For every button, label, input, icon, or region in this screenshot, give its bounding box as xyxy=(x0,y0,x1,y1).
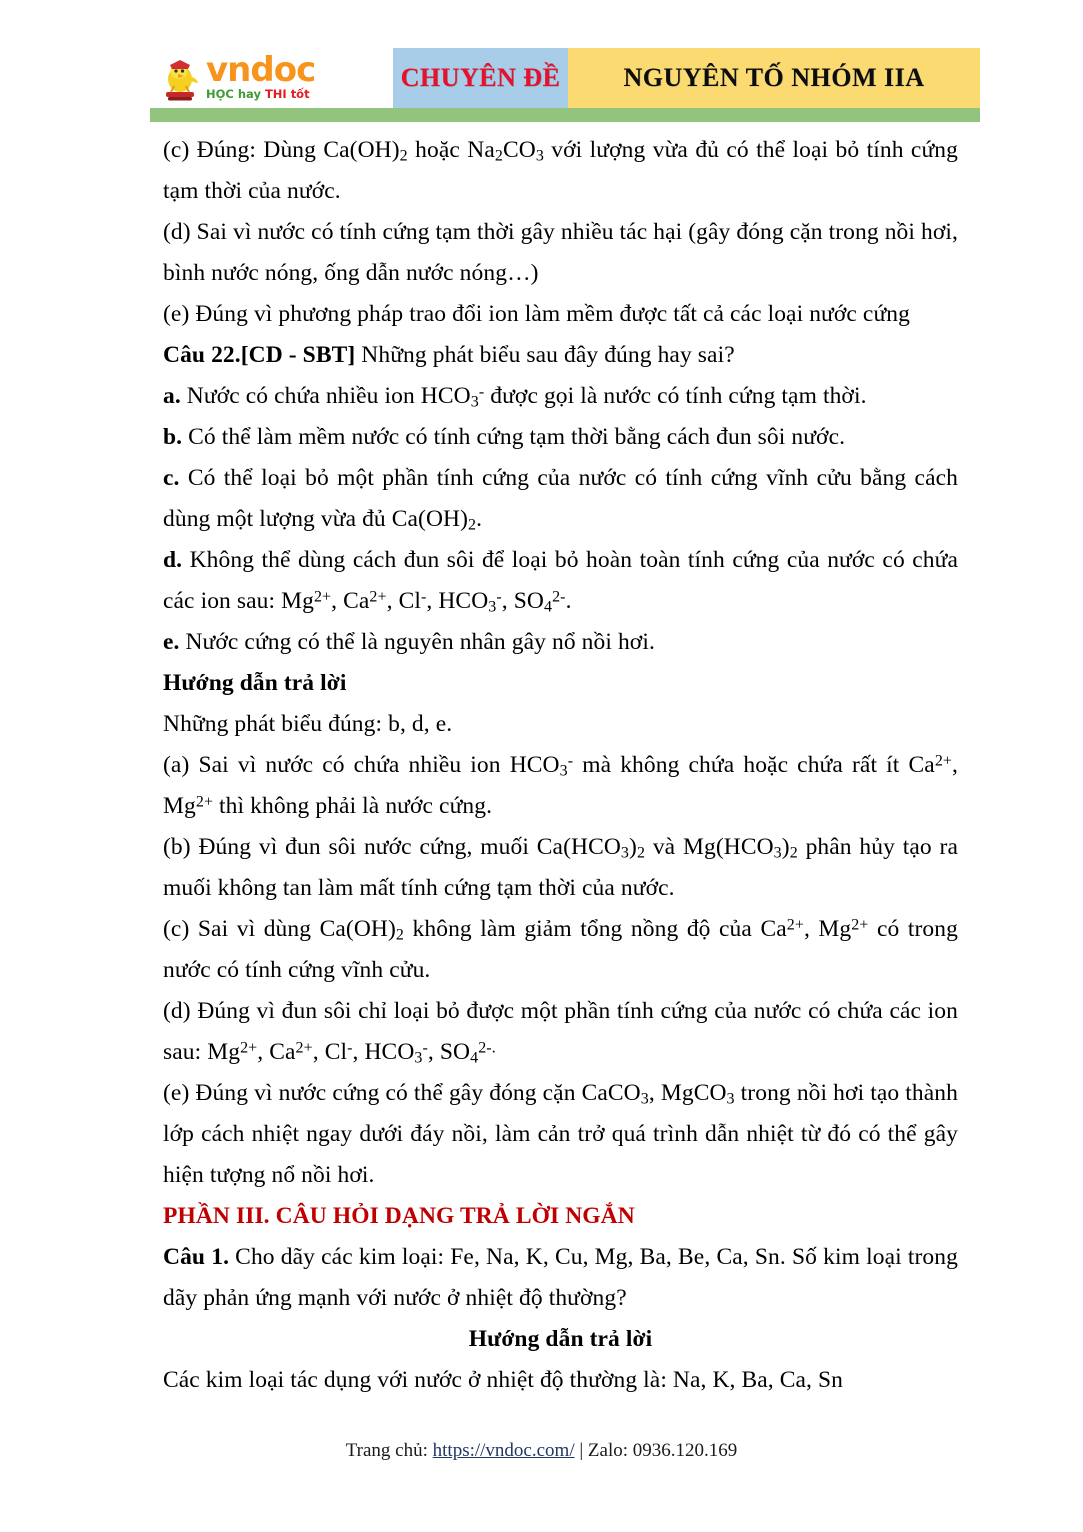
sup: - xyxy=(496,588,502,606)
sub: 3 xyxy=(773,844,782,862)
statement-e-label: e. xyxy=(163,629,180,655)
sup: 2+ xyxy=(934,752,953,770)
banner-chuyen-de-label: CHUYÊN ĐỀ xyxy=(400,63,561,92)
sub: 3 xyxy=(640,1090,649,1108)
statement-d-label: d. xyxy=(163,547,183,573)
sub: 3 xyxy=(726,1090,735,1108)
sup: - xyxy=(420,588,427,606)
huong-dan-tra-loi-heading-2: Hướng dẫn trả lời xyxy=(468,1326,653,1352)
document-content xyxy=(163,130,958,1401)
sup: 2+ xyxy=(786,916,804,934)
statement-a: a. Nước có chứa nhiều ion $HCO_3^-$ được gọi là nước có tính cứng tạm thời. xyxy=(163,383,867,411)
sup: 2+ xyxy=(313,588,332,606)
question-cau-22 xyxy=(163,335,958,376)
chick-mascot-icon xyxy=(158,56,202,102)
footer-url-link[interactable]: https://vndoc.com/ xyxy=(432,1440,575,1461)
page-header xyxy=(150,48,980,124)
sup: 2+ xyxy=(851,916,869,934)
logo-text xyxy=(206,50,316,102)
explanation-a: (a) Sai vì nước có chứa nhiều ion $HCO_3^-$ mà không chứa hoặc chứa rất ít $Ca^{2+}$, $Mg^{2+}$ thì không phải là nước cứng. xyxy=(163,752,958,819)
sub: 2 xyxy=(395,926,405,944)
banner-topic-label: NGUYÊN TỐ NHÓM IIA xyxy=(623,63,925,92)
sup: - xyxy=(567,752,574,770)
sub: 3 xyxy=(414,1049,423,1067)
section-heading-phan-iii: PHẦN III. CÂU HỎI DẠNG TRẢ LỜI NGẮN xyxy=(163,1203,635,1229)
vndoc-logo xyxy=(150,48,393,108)
sub: 4 xyxy=(470,1049,479,1067)
explanation-e: (e) Đúng vì nước cứng có thể gây đóng cặn CaCO$_3$, MgCO$_3$ trong nồi hơi tạo thành lớp cách nhiệt ngay dưới đáy nồi, làm cản trở quá trình dẫn nhiệt từ đó có thể gây hiện tượng nổ nồi hơi. xyxy=(163,1080,958,1188)
question-cau-22-label: Câu 22.[CD - SBT] xyxy=(163,342,356,368)
question-cau-1-text: Cho dãy các kim loại: Fe, Na, K, Cu, Mg, Ba, Be, Ca, Sn. Số kim loại trong dãy phản ứng mạnh với nước ở nhiệt độ thường? xyxy=(163,1244,958,1311)
huong-dan-tra-loi-heading-1: Hướng dẫn trả lời xyxy=(163,670,347,696)
header-green-strip xyxy=(150,108,980,122)
explanation-b: (b) Đúng vì đun sôi nước cứng, muối $Ca(HCO_3)_2$ và $Mg(HCO_3)_2$ phân hủy tạo ra muối không tan làm mất tính cứng tạm thời của nước. xyxy=(163,834,958,901)
footer-suffix: | Zalo: 0936.120.169 xyxy=(574,1440,738,1461)
sup: - xyxy=(478,383,485,401)
sub: 2 xyxy=(494,147,503,165)
sub: 3 xyxy=(559,762,568,780)
banner-chuyen-de xyxy=(393,48,568,108)
sup: 2- xyxy=(552,588,566,606)
sub: 3 xyxy=(620,844,630,862)
statement-e-text: Nước cứng có thể là nguyên nhân gây nổ nồi hơi. xyxy=(179,629,655,655)
banner-topic xyxy=(568,48,980,108)
sup: - xyxy=(422,1039,428,1057)
paragraph-d-previous: (d) Sai vì nước có tính cứng tạm thời gây nhiều tác hại (gây đóng cặn trong nồi hơi, bình nước nóng, ống dẫn nước nóng…) xyxy=(163,219,958,286)
sub: 4 xyxy=(544,598,553,616)
explanation-c: (c) Sai vì dùng $Ca(OH)_2$ không làm giảm tổng nồng độ của $Ca^{2+}$, $Mg^{2+}$ có trong nước có tính cứng vĩnh cửu. xyxy=(163,916,958,983)
statement-c-label: c. xyxy=(163,465,180,491)
sup: - xyxy=(347,1039,353,1057)
logo-tagline xyxy=(206,89,315,101)
sub: 2 xyxy=(636,844,646,862)
statement-b xyxy=(163,417,958,458)
statement-c: c. Có thể loại bỏ một phần tính cứng của nước có tính cứng vĩnh cửu bằng cách dùng một lượng vừa đủ $Ca(OH)_2$. xyxy=(163,465,958,534)
answer-line: Các kim loại tác dụng với nước ở nhiệt độ thường là: Na, K, Ba, Ca, Sn xyxy=(163,1367,844,1393)
sup: 2+ xyxy=(295,1039,313,1057)
statement-d: d. Không thể dùng cách đun sôi để loại bỏ hoàn toàn tính cứng của nước có chứa các ion sau: $Mg^{2+}$, $Ca^{2+}$, Cl-, $HCO_3^-$, $SO_4^{2-}$. xyxy=(163,547,958,616)
logo-tagline-red: THI tốt xyxy=(264,87,310,102)
statement-b-label: b. xyxy=(163,424,183,450)
statement-b-text: Có thể làm mềm nước có tính cứng tạm thời bằng cách đun sôi nước. xyxy=(182,424,846,450)
sub: 2 xyxy=(789,844,798,862)
question-cau-1 xyxy=(163,1237,958,1319)
question-cau-22-text: Những phát biểu sau đây đúng hay sai? xyxy=(355,342,735,368)
explanation-d: (d) Đúng vì đun sôi chỉ loại bỏ được một phần tính cứng của nước có chứa các ion sau: $Mg^{2+}$, $Ca^{2+}$, Cl-, $HCO_3^-$, $SO_4^{2-.}$ xyxy=(163,998,958,1067)
logo-wrap xyxy=(158,50,316,102)
footer-prefix: Trang chủ: xyxy=(345,1440,433,1461)
sup: 2+ xyxy=(369,588,387,606)
sub: 3 xyxy=(535,147,544,165)
paragraph-e-previous: (e) Đúng vì phương pháp trao đổi ion làm mềm được tất cả các loại nước cứng xyxy=(163,301,910,327)
page-footer xyxy=(0,1440,1083,1462)
statement-a-label: a. xyxy=(163,383,181,409)
sup: 2+ xyxy=(195,793,214,811)
correct-statements-line: Những phát biểu đúng: b, d, e. xyxy=(163,711,453,737)
sup: 2-. xyxy=(478,1039,496,1057)
logo-tagline-green: HỌC hay xyxy=(206,87,265,102)
statement-e xyxy=(163,622,958,663)
sub: 3 xyxy=(470,393,479,411)
question-cau-1-label: Câu 1. xyxy=(163,1244,230,1270)
paragraph-c-previous: (c) Đúng: Dùng $Ca(OH)_2$ hoặc $Na_2CO_3$ với lượng vừa đủ có thể loại bỏ tính cứng tạm thời của nước. xyxy=(163,137,958,204)
sub: 3 xyxy=(488,598,497,616)
sub: 2 xyxy=(468,516,477,534)
logo-brand: vndoc xyxy=(206,50,316,91)
header-banner-row xyxy=(150,48,980,108)
sup: 2+ xyxy=(240,1039,258,1057)
sub: 2 xyxy=(399,147,408,165)
